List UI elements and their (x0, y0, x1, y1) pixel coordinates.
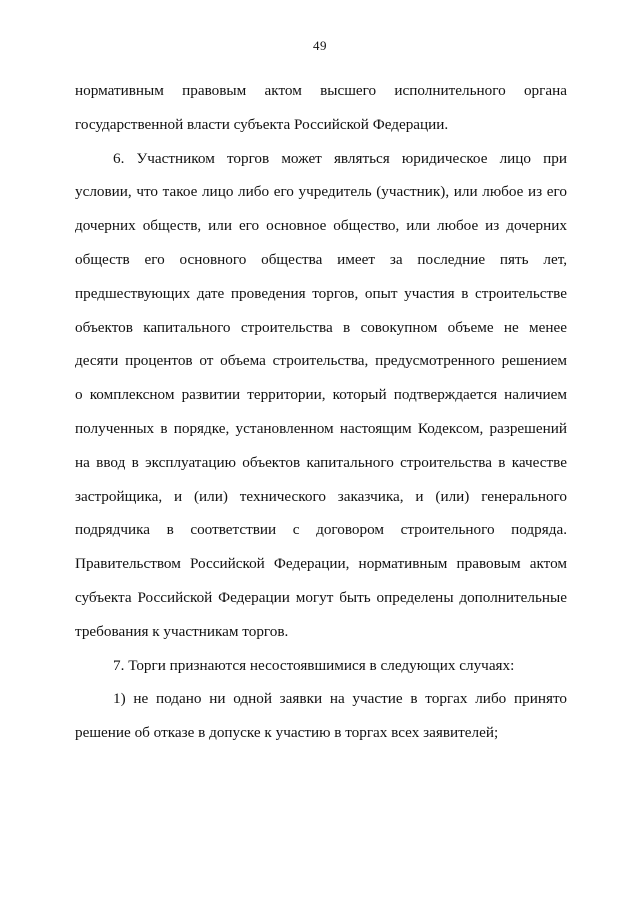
item-1-start: 1) не подано ни одной заявки на участие в торгах либо принято (113, 690, 567, 708)
text-line: субъекта Российской Федерации могут быть определены дополнительные (75, 588, 567, 606)
page-number: 49 (313, 38, 327, 53)
text-line: дочерних обществ, или его основное общество, или любое из дочерних (75, 217, 567, 235)
paragraph-7-start: 7. Торги признаются несостоявшимися в следующих случаях: (113, 656, 515, 674)
paragraph-6-start: 6. Участником торгов может являться юридическое лицо при (113, 149, 567, 167)
text-line: десяти процентов от объема строительства, предусмотренного решением (75, 352, 567, 370)
text-line: государственной власти субъекта Российской Федерации. (75, 115, 449, 133)
text-line: решение об отказе в допуске к участию в торгах всех заявителей; (75, 724, 499, 742)
text-line: полученных в порядке, установленном настоящим Кодексом, разрешений (75, 419, 567, 437)
text-line: подрядчика в соответствии с договором строительного подряда. (75, 521, 567, 539)
text-line: на ввод в эксплуатацию объектов капитального строительства в качестве (75, 453, 567, 471)
document-body (75, 74, 567, 750)
text-line: о комплексном развитии территории, который подтверждается наличием (75, 386, 567, 404)
text-line: условии, что такое лицо либо его учредитель (участник), или любое из его (75, 183, 567, 201)
text-line: обществ его основного общества имеет за последние пять лет, (75, 250, 567, 268)
text-line: требования к участникам торгов. (75, 622, 289, 640)
text-line: Правительством Российской Федерации, нормативным правовым актом (75, 555, 567, 573)
text-line: нормативным правовым актом высшего исполнительного органа (75, 82, 567, 99)
text-line: предшествующих дате проведения торгов, опыт участия в строительстве (75, 284, 567, 302)
text-line: застройщика, и (или) технического заказчика, и (или) генерального (75, 487, 567, 505)
text-line: объектов капитального строительства в совокупном объеме не менее (75, 318, 567, 336)
